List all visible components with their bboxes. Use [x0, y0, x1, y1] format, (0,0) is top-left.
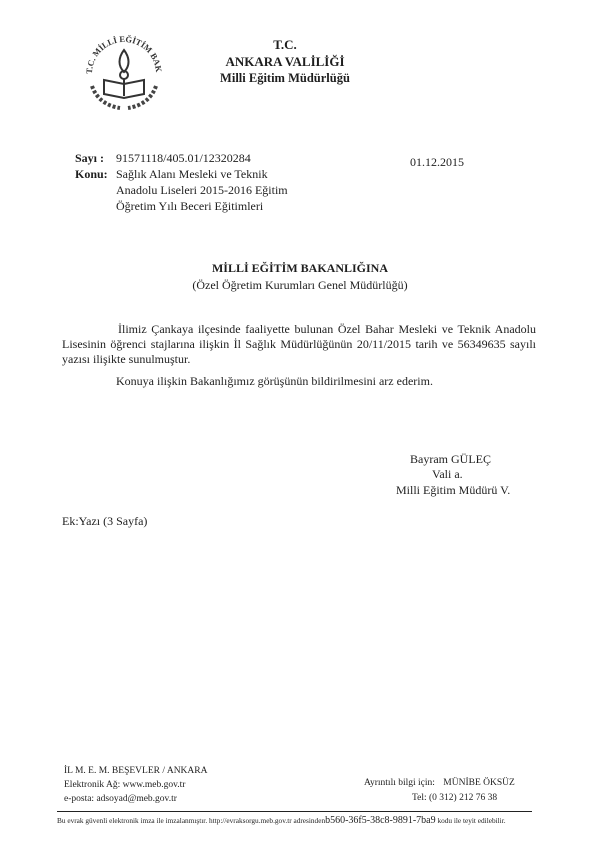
attachment-note: Ek:Yazı (3 Sayfa) — [62, 514, 148, 528]
header-governorship: ANKARA VALİLİĞİ — [225, 54, 345, 69]
disclaimer-text: Bu evrak güvenli elektronik imza ile imzalanmıştır. http://evraksorgu.meb.gov.tr adresinden — [57, 816, 326, 825]
recipient-subtitle: (Özel Öğretim Kurumları Genel Müdürlüğü) — [192, 278, 408, 292]
footer-contact — [364, 776, 515, 790]
contact-name: MÜNİBE ÖKSÜZ — [443, 778, 515, 788]
body-paragraph-1: İlimiz Çankaya ilçesinde faaliyette bulunan Özel Bahar Mesleki ve Teknik Anadolu Lisesinin öğrenci stajlarına ilişkin İl Sağlık Müdürlüğünün 20/11/2015 tarih ve 56349635 sayılı yazısı ilişikte sunulmuştur. — [62, 322, 536, 366]
footer-disclaimer — [57, 815, 506, 826]
body-paragraph-2: Konuya ilişkin Bakanlığımız görüşünün bildirilmesini arz ederim. — [116, 374, 433, 388]
svg-text:T.C. MİLLİ EĞİTİM BAKANLIĞI: T.C. MİLLİ EĞİTİM BAK — [83, 33, 165, 75]
konu-line: Öğretim Yılı Beceri Eğitimleri — [116, 199, 264, 213]
konu-label: Konu: — [75, 167, 108, 181]
document-date: 01.12.2015 — [410, 155, 464, 169]
recipient-title: MİLLİ EĞİTİM BAKANLIĞINA — [211, 261, 389, 275]
signatory-line2: Vali a. — [432, 467, 463, 481]
footer-email: e-posta: adsoyad@meb.gov.tr — [64, 794, 177, 804]
footer-tel: Tel: (0 312) 212 76 38 — [412, 793, 498, 803]
header-directorate: Milli Eğitim Müdürlüğü — [220, 71, 350, 85]
footer-web: Elektronik Ağ: www.meb.gov.tr — [64, 780, 186, 790]
contact-label: Ayrıntılı bilgi için: — [364, 778, 435, 788]
footer-address: İL M. E. M. BEŞEVLER / ANKARA — [64, 766, 208, 776]
header-tc: T.C. — [273, 37, 297, 52]
konu-line: Anadolu Liseleri 2015-2016 Eğitim — [116, 183, 288, 197]
signatory-name: Bayram GÜLEÇ — [410, 452, 491, 466]
disclaimer-suffix: kodu ile teyit edilebilir. — [435, 816, 506, 825]
footer-divider — [57, 811, 532, 812]
ministry-logo — [78, 22, 170, 114]
sayi-label: Sayı : — [75, 151, 105, 165]
verification-code: b560-36f5-38c8-9891-7ba9 — [325, 815, 436, 826]
signatory-title: Milli Eğitim Müdürü V. — [396, 483, 511, 497]
konu-line: Sağlık Alanı Mesleki ve Teknik — [116, 167, 268, 181]
sayi-value: 91571118/405.01/12320284 — [116, 151, 251, 165]
